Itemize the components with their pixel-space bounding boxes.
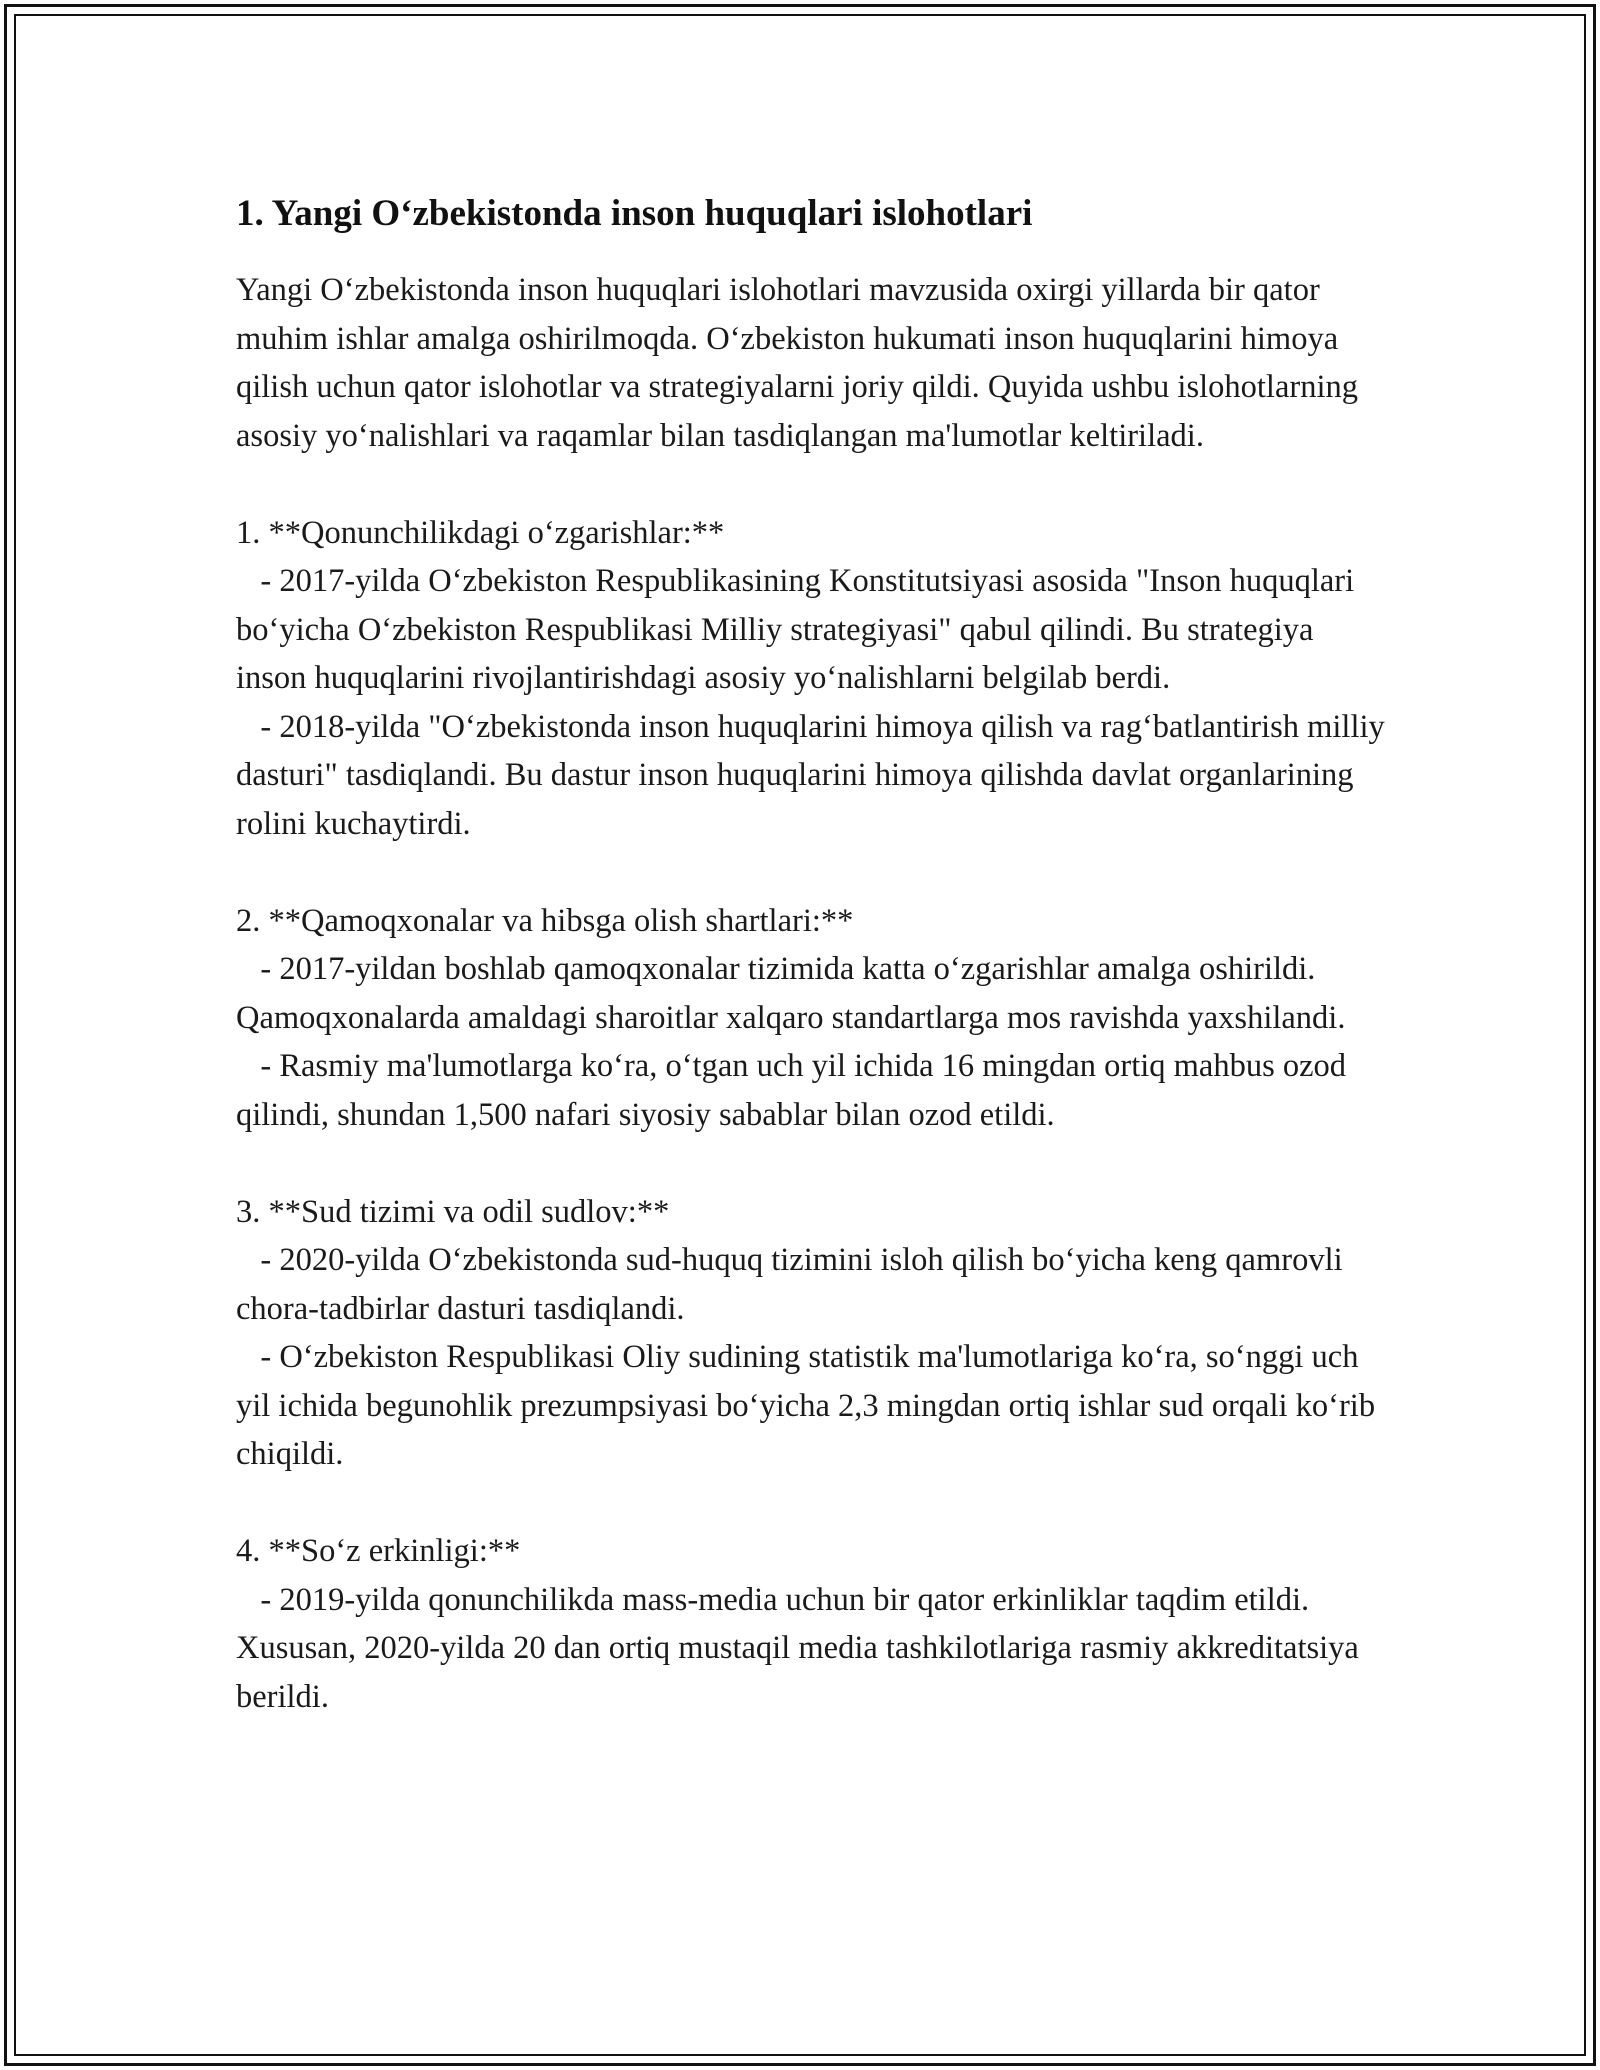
section-item: - 2020-yilda O‘zbekistonda sud-huquq tizimini isloh qilish bo‘yicha keng qamrovli chora-tadbirlar dasturi tasdiqlandi.: [236, 1242, 1351, 1327]
section-judiciary: [236, 1188, 1386, 1479]
intro-paragraph: Yangi O‘zbekistonda inson huquqlari islohotlari mavzusida oxirgi yillarda bir qator muhim ishlar amalga oshirilmoqda. O‘zbekiston hukumati inson huquqlarini himoya qilish uchun qator islohotlar va strategiyalarni joriy qildi. Quyida ushbu islohotlarning asosiy yo‘nalishlari va raqamlar bilan tasdiqlangan ma'lumotlar keltiriladi.: [236, 272, 1367, 454]
document-title: 1. Yangi O‘zbekistonda inson huquqlari islohotlari: [236, 193, 1033, 234]
section-heading: 3. **Sud tizimi va odil sudlov:**: [236, 1193, 670, 1230]
spacer: [236, 1479, 1386, 1528]
section-heading: 1. **Qonunchilikdagi o‘zgarishlar:**: [236, 514, 725, 551]
section-heading: 2. **Qamoqxonalar va hibsga olish shartlari:**: [236, 902, 854, 939]
spacer: [236, 1139, 1386, 1188]
section-item: - Rasmiy ma'lumotlarga ko‘ra, o‘tgan uch yil ichida 16 mingdan ortiq mahbus ozod qilindi, shundan 1,500 nafari siyosiy sabablar bilan ozod etildi.: [236, 1048, 1355, 1133]
spacer: [236, 460, 1386, 509]
section-heading: 4. **So‘z erkinligi:**: [236, 1533, 521, 1569]
section-legislation: [236, 509, 1393, 849]
spacer: [236, 848, 1386, 897]
section-item: - 2017-yilda O‘zbekiston Respublikasining Konstitutsiyasi asosida "Inson huquqlari bo‘yicha O‘zbekiston Respublikasi Milliy strategiyasi" qabul qilindi. Bu strategiya inson huquqlarini rivojlantirishdagi asosiy yo‘nalishlarni belgilab berdi.: [236, 563, 1363, 696]
document-body: [236, 186, 1393, 1721]
section-item: - 2019-yilda qonunchilikda mass-media uchun bir qator erkinliklar taqdim etildi. Xususan, 2020-yilda 20 dan ortiq mustaqil media tashkilotlariga rasmiy akkreditatsiya berildi.: [236, 1581, 1367, 1715]
section-item: - O‘zbekiston Respublikasi Oliy sudining statistik ma'lumotlariga ko‘ra, so‘nggi uch yil ichida begunohlik prezumpsiyasi bo‘yicha 2,3 mingdan ortiq ishlar sud orqali ko‘rib chiqildi.: [236, 1339, 1384, 1472]
section-item: - 2017-yildan boshlab qamoqxonalar tizimida katta o‘zgarishlar amalga oshirildi. Qamoqxonalarda amaldagi sharoitlar xalqaro standartlarga mos ravishda yaxshilandi.: [236, 951, 1346, 1036]
section-prisons: [236, 897, 1386, 1140]
section-item: - 2018-yilda "O‘zbekistonda inson huquqlarini himoya qilish va rag‘batlantirish milliy dasturi" tasdiqlandi. Bu dastur inson huquqlarini himoya qilishda davlat organlarining rolini kuchaytirdi.: [236, 708, 1393, 842]
section-free-speech: [236, 1527, 1386, 1721]
